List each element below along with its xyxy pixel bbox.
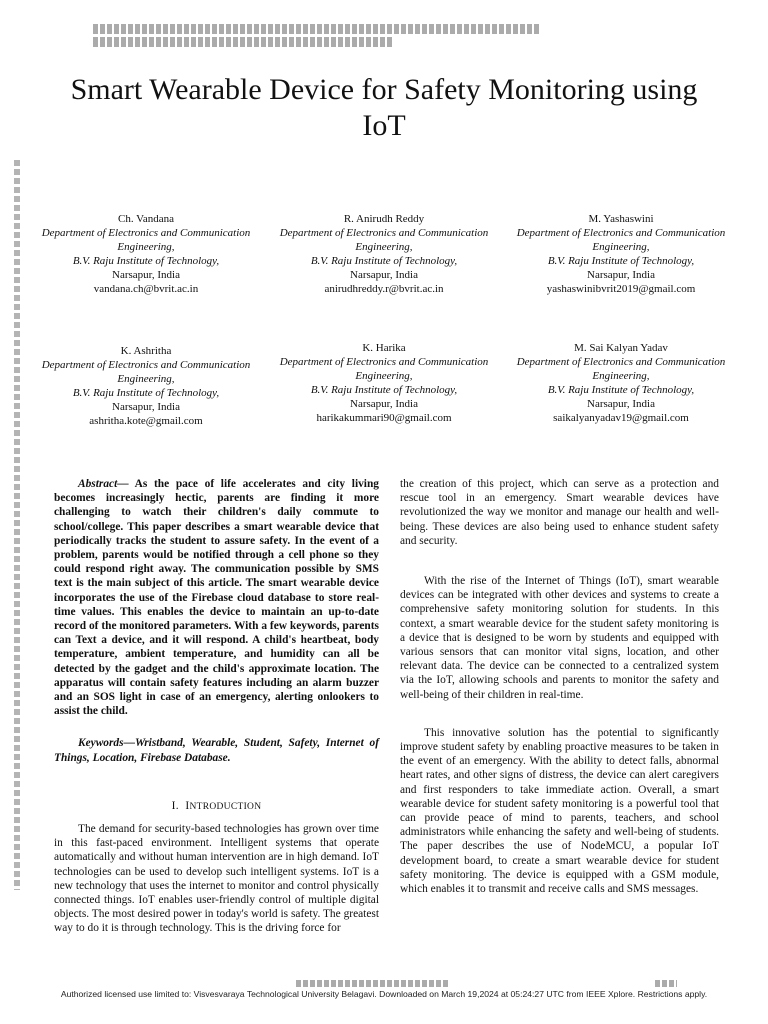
author-location: Narsapur, India <box>350 269 418 281</box>
right-column <box>400 477 719 896</box>
paper-title: Smart Wearable Device for Safety Monitoring using IoT <box>70 73 698 142</box>
author-name: R. Anirudh Reddy <box>343 213 425 225</box>
author-block <box>36 212 256 296</box>
section-first-letter: I <box>185 799 190 812</box>
author-block <box>274 341 494 425</box>
footer-garbled-right <box>655 980 677 987</box>
left-column <box>54 477 379 936</box>
author-name: M. Yashaswini <box>588 213 654 225</box>
author-block <box>511 212 731 296</box>
author-email: vandana.ch@bvrit.ac.in <box>93 283 199 295</box>
author-dept: Department of Electronics and Communication Engineering, <box>41 227 251 253</box>
license-notice: Authorized licensed use limited to: Visvesvaraya Technological University Belagavi. Downloaded on March 19,2024 at 05:24:27 UTC from IEEE Xplore. Restrictions apply. <box>60 989 708 999</box>
author-name: K. Harika <box>362 342 406 354</box>
author-name: M. Sai Kalyan Yadav <box>574 342 668 354</box>
author-inst: B.V. Raju Institute of Technology, <box>72 387 220 399</box>
author-inst: B.V. Raju Institute of Technology, <box>310 255 458 267</box>
section-heading-introduction <box>54 799 379 814</box>
author-block <box>274 212 494 296</box>
header-garbled-line-2 <box>93 37 393 47</box>
header-garbled-line-1 <box>93 24 539 34</box>
author-email: anirudhreddy.r@bvrit.ac.in <box>324 283 444 295</box>
author-email: saikalyanyadav19@gmail.com <box>553 412 689 424</box>
author-email: harikakummari90@gmail.com <box>316 412 452 424</box>
right-paragraph-1: the creation of this project, which can serve as a protection and rescue tool in an emergency. Smart wearable devices have revolutionized the way we monitor and manage our health and well-being. These devices are also being used to enhance student safety and security. <box>400 478 719 547</box>
right-paragraph-2: With the rise of the Internet of Things (IoT), smart wearable devices can be integrated with other devices and systems to create a comprehensive safety monitoring solution for students. In this context, a smart wearable device for the student safety monitoring is a device that is designed to be worn by students and equipped with various sensors that can monitor vital signs, location, and other relevant data. The device can be connected to a centralized system via the IoT, allowing schools and parents to monitor the safety and well-being of their children in real-time. <box>400 575 719 701</box>
author-inst: B.V. Raju Institute of Technology, <box>547 255 695 267</box>
author-inst: B.V. Raju Institute of Technology, <box>547 384 695 396</box>
keywords: Keywords—Wristband, Wearable, Student, Safety, Internet of Things, Location, Firebase Database. <box>54 737 379 764</box>
author-dept: Department of Electronics and Communication Engineering, <box>516 227 726 253</box>
author-inst: B.V. Raju Institute of Technology, <box>72 255 220 267</box>
author-block <box>36 344 256 428</box>
author-location: Narsapur, India <box>587 398 655 410</box>
author-dept: Department of Electronics and Communication Engineering, <box>516 356 726 382</box>
author-location: Narsapur, India <box>112 401 180 413</box>
author-dept: Department of Electronics and Communication Engineering, <box>41 359 251 385</box>
author-block <box>511 341 731 425</box>
footer-garbled-left <box>296 980 450 987</box>
section-number: I. <box>171 799 179 812</box>
author-location: Narsapur, India <box>587 269 655 281</box>
author-email: ashritha.kote@gmail.com <box>89 415 203 427</box>
abstract <box>54 477 379 718</box>
side-garbled-strip <box>14 160 20 890</box>
author-dept: Department of Electronics and Communication Engineering, <box>279 227 489 253</box>
intro-paragraph-1: The demand for security-based technologies has grown over time in this fast-paced environment. Intelligent systems that operate automatically and without human intervention are in high demand. IoT technologies can be used to develop such intelligent systems. IoT is a new technology that uses the internet to monitor and control physically connected things. IoT enables user-friendly control of multiple digital objects. The most desired power in today's world is safety. The greatest way to do it is through technology. This is the driving force for <box>54 823 379 935</box>
author-location: Narsapur, India <box>112 269 180 281</box>
author-location: Narsapur, India <box>350 398 418 410</box>
abstract-lead: Abstract— <box>78 478 129 490</box>
right-paragraph-3: This innovative solution has the potential to significantly improve student safety by enabling proactive measures to be taken in the event of an emergency. With the ability to detect falls, abnormal heart rates, and other signs of distress, the device can alert caregivers and first responders to take immediate action. Overall, a smart wearable device for student safety monitoring is a powerful tool that can provide peace of mind to parents, teachers, and school administrators while enhancing the safety and well-being of students. The paper describes the use of NodeMCU, a popular IoT development board, to create a smart wearable device for student safety monitoring. The device is equipped with a GSM module, which enables it to transmit and receive calls and SMS messages. <box>400 726 719 896</box>
author-name: Ch. Vandana <box>117 213 174 225</box>
abstract-text: As the pace of life accelerates and city living becomes increasingly hectic, parents are finding it more challenging to watch their children's daily commute to school/college. This paper describes a smart wearable device that periodically tracks the student to assure safety. In the event of a problem, parents would be notified through a cell phone so they could respond right away. The communication possible by SMS text is the main subject of this article. The smart wearable device incorporates the use of the Firebase cloud database to store real-time values. This enables the device to maintain an up-to-date record of the monitored parameters. With a few keywords, parents can Text a device, and it will respond. A child's heartbeat, body temperature, ambient temperature, and humidity can all be detected by the gadget and the child's approximate location. The apparatus will contain safety features including an alarm buzzer and an SOS light in case of an emergency, alerting onlookers to assist the child. <box>54 478 379 718</box>
author-dept: Department of Electronics and Communication Engineering, <box>279 356 489 382</box>
author-inst: B.V. Raju Institute of Technology, <box>310 384 458 396</box>
author-name: K. Ashritha <box>120 345 172 357</box>
section-title-rest: NTRODUCTION <box>189 801 262 812</box>
author-email: yashaswinibvrit2019@gmail.com <box>546 283 696 295</box>
